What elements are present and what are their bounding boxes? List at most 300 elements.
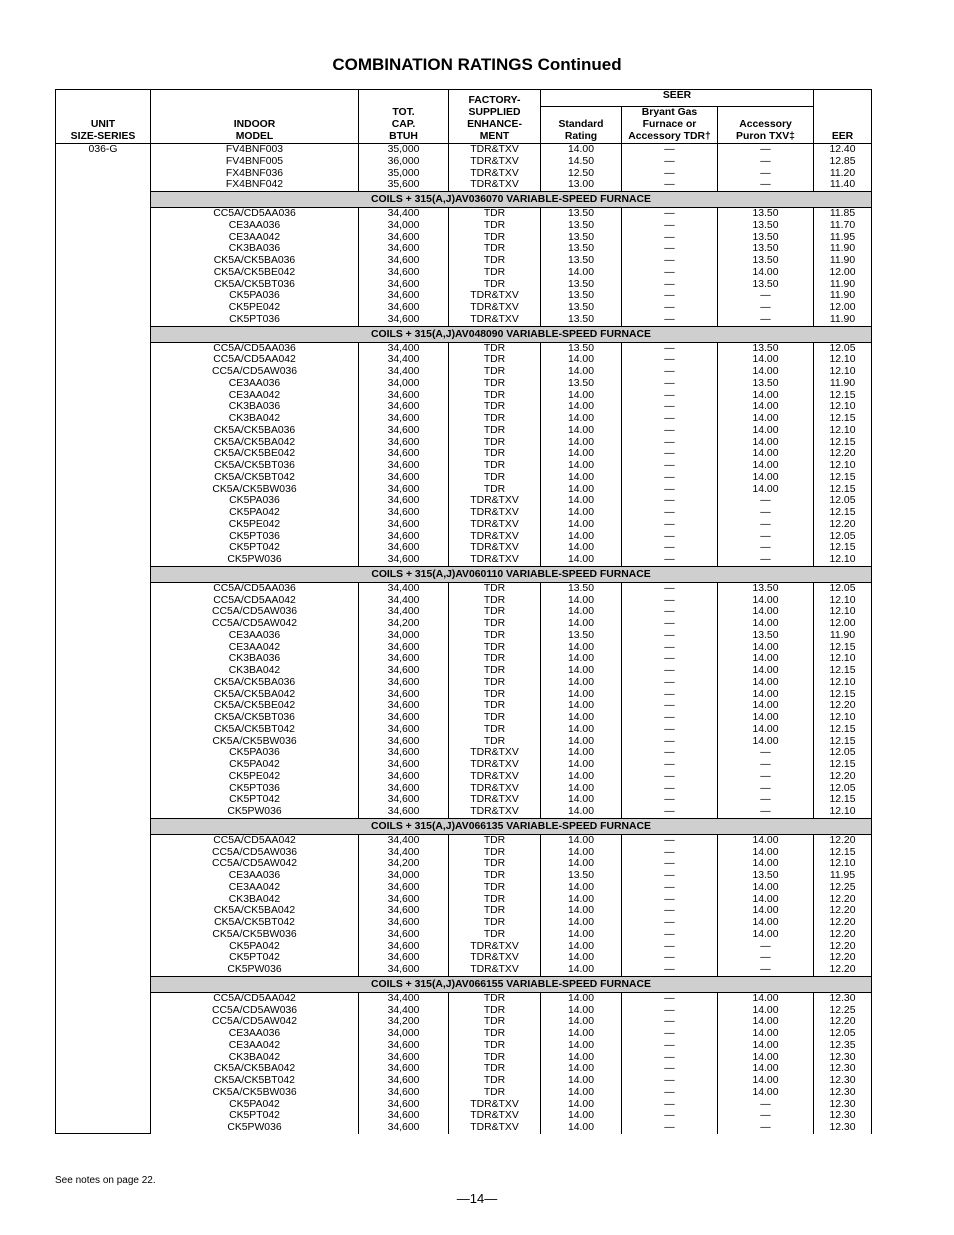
cell-value: TDR <box>483 881 506 893</box>
cell-value: 14.00 <box>567 366 594 377</box>
cell-value: 14.00 <box>567 594 594 606</box>
cell-value: — <box>664 219 675 231</box>
cell-value: 34,600 <box>387 413 420 424</box>
cell-value: CK3BA042 <box>228 893 281 905</box>
cell-value: CK5PW036 <box>227 554 282 565</box>
cell-value: 14.00 <box>567 735 594 747</box>
cell-value: — <box>664 507 675 518</box>
cell-value: 14.00 <box>567 806 594 817</box>
cell-value: 14.00 <box>567 747 594 759</box>
cell-value: 14.00 <box>567 676 594 688</box>
cell-value: TDR <box>483 354 506 366</box>
page-number: —14— <box>456 1191 498 1206</box>
cell-value: 34,600 <box>387 1075 420 1086</box>
cell-value: — <box>664 782 675 794</box>
gas-furnace-tdr-cell <box>622 342 718 566</box>
cell-value: 14.00 <box>752 700 779 712</box>
total-capacity-cell <box>359 834 449 976</box>
cell-value: 13.50 <box>752 629 779 641</box>
cell-value: 14.00 <box>567 641 594 653</box>
cell-value: 34,400 <box>387 366 420 377</box>
cell-value: 14.00 <box>752 834 779 846</box>
cell-value: TDR <box>483 1039 506 1051</box>
cell-value: — <box>664 354 675 366</box>
cell-value: — <box>760 759 771 770</box>
cell-value: TDR <box>483 700 506 712</box>
cell-value: — <box>664 594 675 606</box>
cell-value: 34,600 <box>387 688 420 700</box>
cell-value: CK5A/CK5BA042 <box>213 436 296 448</box>
cell-value: CK5A/CK5BE042 <box>213 448 296 460</box>
cell-value: — <box>760 952 771 964</box>
cell-value: CE3AA036 <box>228 629 281 641</box>
cell-value: — <box>664 952 675 964</box>
cell-value: TDR <box>483 401 506 413</box>
cell-value: — <box>664 1051 675 1063</box>
cell-value: — <box>664 243 675 255</box>
cell-value: 12.30 <box>829 1063 856 1075</box>
cell-value: 34,400 <box>387 992 420 1004</box>
cell-value: 13.50 <box>567 243 594 255</box>
cell-value: 34,400 <box>387 342 420 354</box>
cell-value: 14.00 <box>567 834 594 846</box>
cell-value: 13.50 <box>752 870 779 881</box>
cell-value: — <box>664 665 675 676</box>
table-row <box>56 992 872 1134</box>
cell-value: 14.00 <box>567 1004 594 1016</box>
cell-value: 12.15 <box>829 846 856 858</box>
cell-value: 12.20 <box>829 928 856 940</box>
cell-value: 14.00 <box>752 606 779 618</box>
cell-value: 34,400 <box>387 354 420 366</box>
combination-ratings-table <box>55 89 872 1134</box>
cell-value: CC5A/CD5AW036 <box>211 606 298 618</box>
cell-value: TDR&TXV <box>470 940 519 952</box>
cell-value: 14.00 <box>567 471 594 483</box>
cell-value: 14.00 <box>567 928 594 940</box>
cell-value: TDR <box>483 870 506 881</box>
accessory-txv-cell <box>718 144 814 192</box>
cell-value: — <box>664 448 675 460</box>
cell-value: 12.25 <box>829 881 856 893</box>
header-seer: SEER <box>541 90 814 107</box>
cell-value: CK5PT042 <box>229 1110 280 1122</box>
cell-value: TDR&TXV <box>470 179 519 191</box>
cell-value: — <box>664 1086 675 1098</box>
cell-value: 34,200 <box>387 618 420 629</box>
cell-value: — <box>664 940 675 952</box>
cell-value: CK3BA042 <box>228 413 281 424</box>
cell-value: CK5A/CK5BT042 <box>214 471 295 483</box>
cell-value: CC5A/CD5AA036 <box>213 342 296 354</box>
cell-value: 13.50 <box>567 290 594 302</box>
cell-value: — <box>664 723 675 735</box>
cell-value: — <box>664 992 675 1004</box>
cell-value: TDR&TXV <box>470 794 519 806</box>
cell-value: — <box>760 290 771 302</box>
cell-value: 34,000 <box>387 870 420 881</box>
cell-value: 14.00 <box>567 1110 594 1122</box>
cell-value: 13.50 <box>752 582 779 594</box>
cell-value: TDR&TXV <box>470 302 519 313</box>
cell-value: 34,600 <box>387 653 420 665</box>
cell-value: CE3AA036 <box>228 377 281 389</box>
cell-value: CK5PE042 <box>228 770 281 782</box>
cell-value: — <box>664 495 675 507</box>
cell-value: CC5A/CD5AA042 <box>213 354 296 366</box>
cell-value: TDR <box>483 1063 506 1075</box>
cell-value: CK5A/CK5BA036 <box>213 676 296 688</box>
cell-value: 34,600 <box>387 881 420 893</box>
cell-value: 34,600 <box>387 735 420 747</box>
cell-value: 14.00 <box>752 1039 779 1051</box>
cell-value: TDR&TXV <box>470 964 519 975</box>
cell-value: 34,600 <box>387 928 420 940</box>
cell-value: — <box>760 1098 771 1110</box>
cell-value: 14.00 <box>567 144 594 155</box>
cell-value: TDR&TXV <box>470 518 519 530</box>
cell-value: 12.30 <box>829 1122 856 1133</box>
cell-value: — <box>664 881 675 893</box>
cell-value: 34,600 <box>387 389 420 401</box>
cell-value: 14.00 <box>567 846 594 858</box>
cell-value: 34,600 <box>387 964 420 975</box>
cell-value: 12.10 <box>829 858 856 870</box>
cell-value: 14.00 <box>567 700 594 712</box>
cell-value: CK5A/CK5BA042 <box>213 905 296 917</box>
cell-value: — <box>760 1110 771 1122</box>
cell-value: TDR <box>483 266 506 278</box>
cell-value: — <box>664 377 675 389</box>
cell-value: — <box>664 208 675 219</box>
gas-furnace-tdr-cell <box>622 208 718 327</box>
header-total-capacity: TOT. CAP. BTUH <box>359 90 449 144</box>
accessory-txv-cell <box>718 582 814 818</box>
total-capacity-cell <box>359 342 449 566</box>
cell-value: 12.20 <box>829 952 856 964</box>
cell-value: — <box>664 155 675 167</box>
cell-value: 12.30 <box>829 1098 856 1110</box>
cell-value: 12.15 <box>829 542 856 554</box>
cell-value: 13.50 <box>567 219 594 231</box>
cell-value: CC5A/CD5AA036 <box>213 582 296 594</box>
cell-value: TDR <box>483 1016 506 1028</box>
cell-value: 34,400 <box>387 846 420 858</box>
cell-value: CK5PT036 <box>229 313 280 325</box>
cell-value: TDR <box>483 471 506 483</box>
cell-value: — <box>664 1004 675 1016</box>
cell-value: TDR <box>483 712 506 723</box>
cell-value: 34,600 <box>387 940 420 952</box>
cell-value: TDR&TXV <box>470 313 519 325</box>
cell-value: 34,600 <box>387 290 420 302</box>
furnace-section-header: COILS + 315(A,J)AV048090 VARIABLE-SPEED FURNACE <box>151 326 872 342</box>
cell-value: — <box>760 782 771 794</box>
cell-value: 13.00 <box>567 179 594 191</box>
cell-value: 13.50 <box>752 255 779 266</box>
cell-value: CK3BA042 <box>228 665 281 676</box>
cell-value: 11.90 <box>829 290 856 302</box>
header-eer: EER <box>814 90 872 144</box>
cell-value: 14.00 <box>752 483 779 495</box>
cell-value: — <box>760 155 771 167</box>
cell-value: 14.00 <box>752 471 779 483</box>
cell-value: CC5A/CD5AW036 <box>211 366 298 377</box>
cell-value: 12.05 <box>829 747 856 759</box>
cell-value: 34,600 <box>387 1063 420 1075</box>
cell-value: CK5PA036 <box>229 290 280 302</box>
cell-value: CK5PT042 <box>229 794 280 806</box>
cell-value: — <box>664 1028 675 1039</box>
cell-value: CE3AA036 <box>228 1028 281 1039</box>
cell-value: TDR&TXV <box>470 554 519 565</box>
cell-value: — <box>760 940 771 952</box>
cell-value: 14.00 <box>567 1028 594 1039</box>
cell-value: 11.95 <box>829 870 856 881</box>
cell-value: CC5A/CD5AW042 <box>211 618 298 629</box>
cell-value: TDR <box>483 424 506 436</box>
cell-value: 14.00 <box>752 401 779 413</box>
cell-value: 12.05 <box>829 782 856 794</box>
cell-value: 14.00 <box>752 846 779 858</box>
cell-value: 13.50 <box>752 231 779 243</box>
cell-value: — <box>664 1039 675 1051</box>
standard-rating-cell <box>541 208 622 327</box>
cell-value: 13.50 <box>567 870 594 881</box>
cell-value: 34,600 <box>387 401 420 413</box>
cell-value: 14.00 <box>567 1051 594 1063</box>
cell-value: 14.00 <box>567 460 594 471</box>
eer-cell <box>814 992 872 1134</box>
cell-value: 35,600 <box>387 179 420 191</box>
cell-value: 12.30 <box>829 1075 856 1086</box>
cell-value: CK5A/CK5BT042 <box>214 917 295 928</box>
cell-value: 12.10 <box>829 712 856 723</box>
eer-cell <box>814 208 872 327</box>
cell-value: 14.00 <box>752 881 779 893</box>
cell-value: — <box>760 507 771 518</box>
cell-value: — <box>760 530 771 542</box>
cell-value: — <box>664 928 675 940</box>
cell-value: — <box>664 582 675 594</box>
cell-value: FV4BNF005 <box>225 155 284 167</box>
cell-value: 34,600 <box>387 495 420 507</box>
cell-value: 12.15 <box>829 483 856 495</box>
cell-value: CK5A/CK5BE042 <box>213 700 296 712</box>
cell-value: 14.00 <box>752 594 779 606</box>
standard-rating-cell <box>541 992 622 1134</box>
furnace-section-row <box>56 192 872 208</box>
cell-value: — <box>664 964 675 975</box>
total-capacity-cell <box>359 208 449 327</box>
cell-value: CK5PW036 <box>227 964 282 975</box>
cell-value: 14.00 <box>752 905 779 917</box>
cell-value: CK5A/CK5BW036 <box>212 483 297 495</box>
cell-value: 14.00 <box>752 676 779 688</box>
cell-value: TDR <box>483 460 506 471</box>
indoor-model-cell <box>151 144 359 192</box>
indoor-model-cell <box>151 582 359 818</box>
cell-value: 34,600 <box>387 436 420 448</box>
cell-value: CK5A/CK5BT042 <box>214 1075 295 1086</box>
cell-value: — <box>760 747 771 759</box>
cell-value: 12.30 <box>829 1051 856 1063</box>
cell-value: — <box>664 759 675 770</box>
cell-value: 13.50 <box>567 313 594 325</box>
cell-value: 12.25 <box>829 1004 856 1016</box>
cell-value: CK5PW036 <box>227 806 282 817</box>
cell-value: 14.00 <box>752 1063 779 1075</box>
header-factory-supplied-enhancement: FACTORY- SUPPLIED ENHANCE- MENT <box>449 90 541 144</box>
cell-value: 14.00 <box>567 794 594 806</box>
cell-value: 34,600 <box>387 460 420 471</box>
cell-value: 12.20 <box>829 917 856 928</box>
cell-value: TDR <box>483 389 506 401</box>
cell-value: TDR <box>483 893 506 905</box>
cell-value: CK5PA042 <box>229 1098 280 1110</box>
cell-value: 12.15 <box>829 735 856 747</box>
cell-value: CK5PE042 <box>228 518 281 530</box>
cell-value: 34,600 <box>387 483 420 495</box>
cell-value: — <box>664 712 675 723</box>
cell-value: CK3BA036 <box>228 401 281 413</box>
cell-value: — <box>664 167 675 179</box>
cell-value: TDR <box>483 928 506 940</box>
cell-value: — <box>760 806 771 817</box>
cell-value: 14.00 <box>567 507 594 518</box>
cell-value: 34,600 <box>387 1086 420 1098</box>
cell-value: 12.00 <box>829 302 856 313</box>
cell-value: 14.00 <box>567 992 594 1004</box>
cell-value: CK5A/CK5BT036 <box>214 460 295 471</box>
cell-value: — <box>664 366 675 377</box>
cell-value: 11.40 <box>829 179 856 191</box>
cell-value: 12.10 <box>829 366 856 377</box>
header-indoor-model: INDOOR MODEL <box>151 90 359 144</box>
cell-value: 34,600 <box>387 518 420 530</box>
cell-value: — <box>664 1075 675 1086</box>
unit-size-series-cell: 036-G <box>56 144 151 1134</box>
cell-value: — <box>760 518 771 530</box>
cell-value: 34,400 <box>387 594 420 606</box>
cell-value: 14.00 <box>752 436 779 448</box>
cell-value: 34,600 <box>387 424 420 436</box>
standard-rating-cell <box>541 144 622 192</box>
cell-value: CK5PT036 <box>229 530 280 542</box>
cell-value: 14.00 <box>567 964 594 975</box>
cell-value: TDR <box>483 629 506 641</box>
cell-value: — <box>664 676 675 688</box>
cell-value: 11.95 <box>829 231 856 243</box>
cell-value: 12.10 <box>829 401 856 413</box>
cell-value: 13.50 <box>567 255 594 266</box>
cell-value: TDR <box>483 582 506 594</box>
cell-value: CC5A/CD5AW042 <box>211 858 298 870</box>
cell-value: — <box>760 179 771 191</box>
cell-value: TDR <box>483 676 506 688</box>
cell-value: 14.00 <box>567 952 594 964</box>
cell-value: 34,600 <box>387 747 420 759</box>
cell-value: 14.00 <box>567 436 594 448</box>
cell-value: — <box>664 179 675 191</box>
cell-value: 14.00 <box>752 366 779 377</box>
cell-value: 11.90 <box>829 243 856 255</box>
cell-value: — <box>664 629 675 641</box>
cell-value: TDR&TXV <box>470 542 519 554</box>
cell-value: 14.00 <box>567 723 594 735</box>
gas-furnace-tdr-cell <box>622 834 718 976</box>
cell-value: CE3AA036 <box>228 870 281 881</box>
cell-value: — <box>664 518 675 530</box>
cell-value: TDR&TXV <box>470 290 519 302</box>
cell-value: — <box>664 1110 675 1122</box>
cell-value: — <box>664 554 675 565</box>
cell-value: 14.00 <box>567 1098 594 1110</box>
cell-value: CK5PA036 <box>229 495 280 507</box>
cell-value: TDR&TXV <box>470 167 519 179</box>
cell-value: CK3BA042 <box>228 1051 281 1063</box>
cell-value: 34,000 <box>387 219 420 231</box>
cell-value: 14.00 <box>752 893 779 905</box>
furnace-section-row <box>56 326 872 342</box>
cell-value: TDR <box>483 641 506 653</box>
table-row <box>56 582 872 818</box>
total-capacity-cell <box>359 144 449 192</box>
cell-value: TDR <box>483 723 506 735</box>
cell-value: — <box>664 278 675 290</box>
cell-value: 13.50 <box>752 208 779 219</box>
header-standard-rating: Standard Rating <box>541 107 622 144</box>
cell-value: CK5A/CK5BW036 <box>212 1086 297 1098</box>
cell-value: — <box>760 302 771 313</box>
gas-furnace-tdr-cell <box>622 582 718 818</box>
cell-value: — <box>664 893 675 905</box>
cell-value: 13.50 <box>567 377 594 389</box>
cell-value: — <box>760 1122 771 1133</box>
cell-value: CK5PE042 <box>228 302 281 313</box>
cell-value: TDR <box>483 219 506 231</box>
cell-value: — <box>664 735 675 747</box>
cell-value: — <box>664 231 675 243</box>
cell-value: 12.10 <box>829 354 856 366</box>
cell-value: TDR <box>483 688 506 700</box>
cell-value: TDR <box>483 606 506 618</box>
cell-value: 34,600 <box>387 794 420 806</box>
cell-value: 14.00 <box>752 618 779 629</box>
cell-value: 14.00 <box>752 688 779 700</box>
cell-value: — <box>664 290 675 302</box>
cell-value: 12.15 <box>829 665 856 676</box>
cell-value: — <box>664 606 675 618</box>
cell-value: 14.00 <box>567 542 594 554</box>
cell-value: TDR <box>483 377 506 389</box>
cell-value: 14.00 <box>567 1039 594 1051</box>
cell-value: TDR&TXV <box>470 747 519 759</box>
cell-value: TDR <box>483 834 506 846</box>
cell-value: — <box>664 401 675 413</box>
cell-value: 13.50 <box>567 278 594 290</box>
cell-value: — <box>664 313 675 325</box>
cell-value: 11.70 <box>829 219 856 231</box>
cell-value: 13.50 <box>752 342 779 354</box>
cell-value: TDR <box>483 436 506 448</box>
enhancement-cell <box>449 992 541 1134</box>
cell-value: TDR <box>483 917 506 928</box>
cell-value: CK5A/CK5BT036 <box>214 278 295 290</box>
eer-cell <box>814 144 872 192</box>
cell-value: 34,600 <box>387 806 420 817</box>
cell-value: 12.10 <box>829 606 856 618</box>
